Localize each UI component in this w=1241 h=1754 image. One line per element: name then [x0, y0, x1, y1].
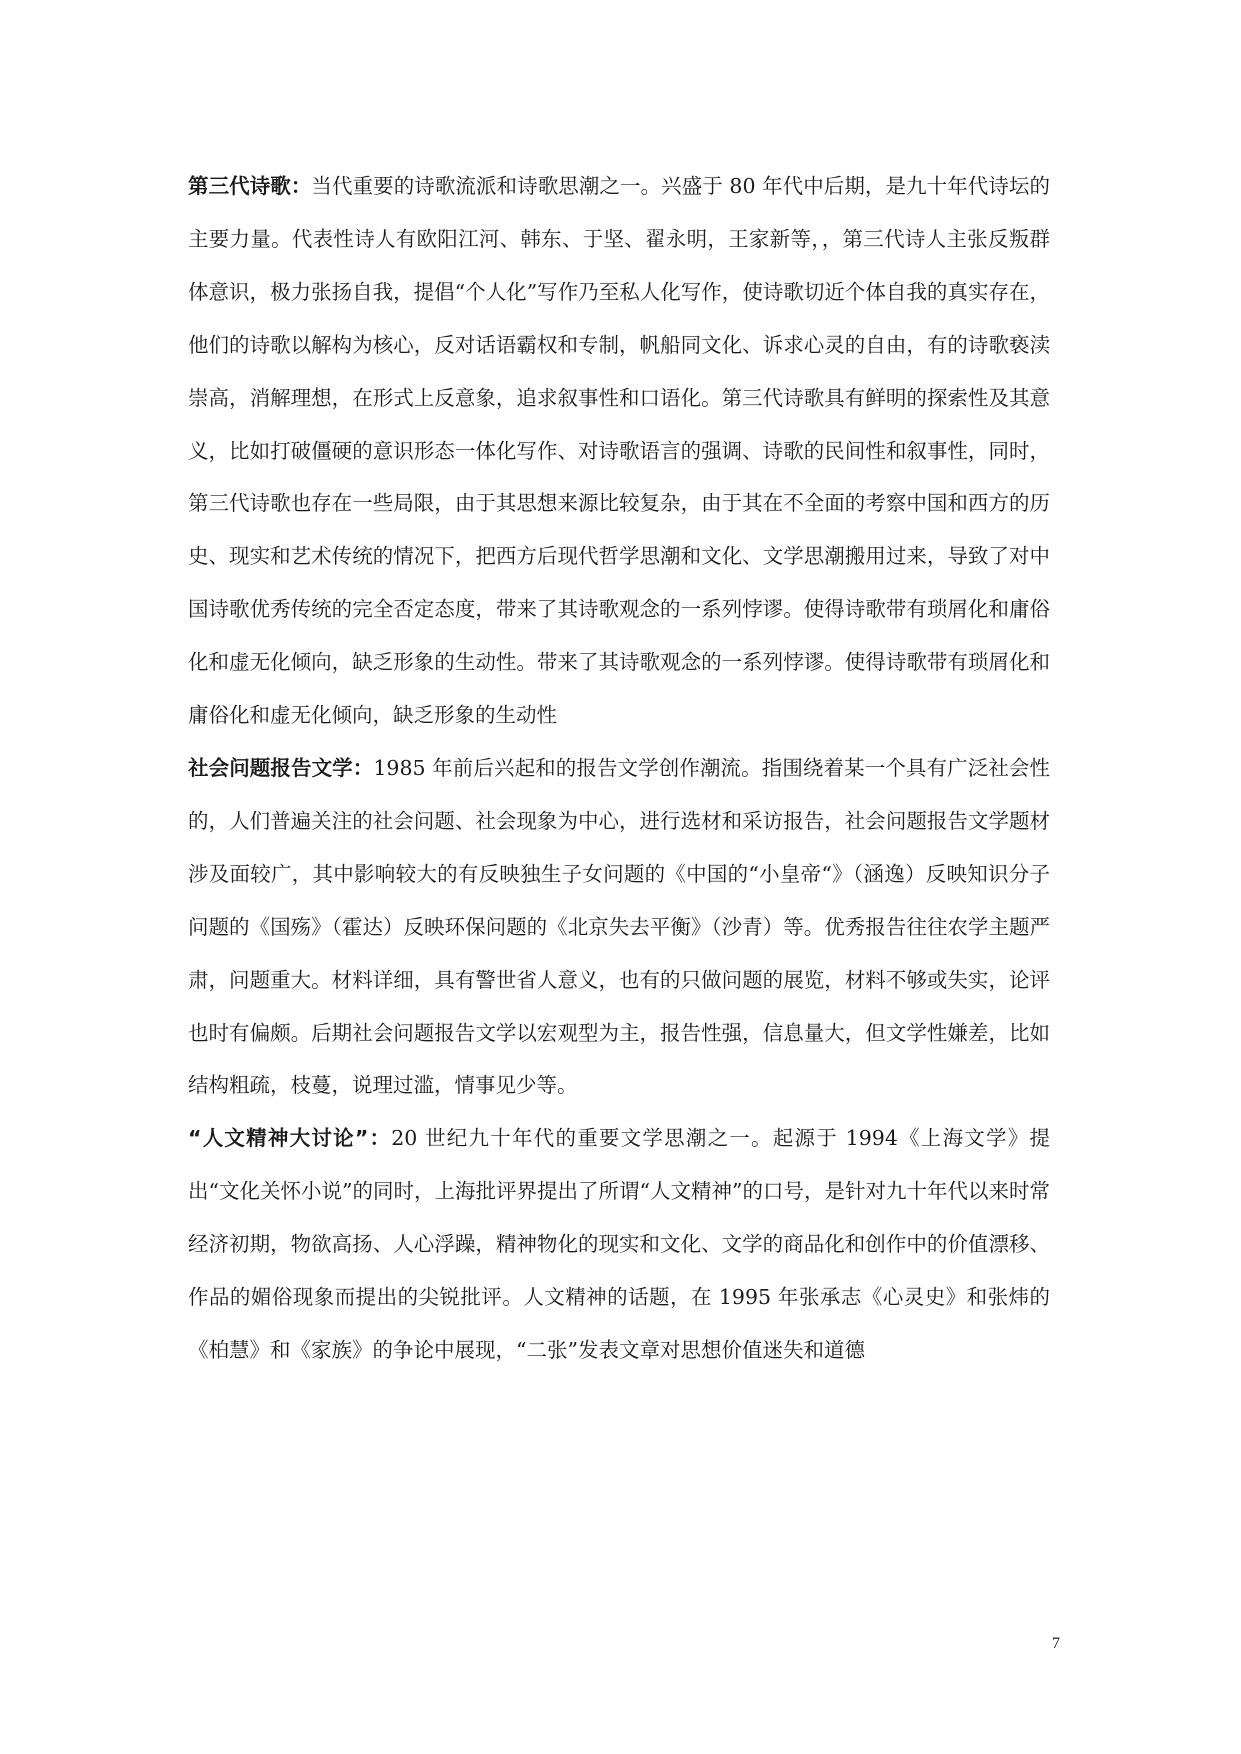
paragraph-third-generation-poetry	[188, 160, 1050, 742]
page-content	[188, 160, 1050, 1377]
paragraph-humanistic-spirit-debate	[188, 1112, 1050, 1377]
term-third-generation-poetry: 第三代诗歌：	[188, 174, 312, 198]
paragraph-social-issue-reportage	[188, 742, 1050, 1112]
definition-humanistic-spirit-debate: 20 世纪九十年代的重要文学思潮之一。起源于 1994《上海文学》提出“文化关怀小说”的同时，上海批评界提出了所谓“人文精神”的口号，是针对九十年代以来时常经济初期，物欲高扬、人心浮躁，精神物化的现实和文化、文学的商品化和创作中的价值漂移、作品的媚俗现象而提出的尖锐批评。人文精神的话题，在 1995 年张承志《心灵史》和张炜的《柏慧》和《家族》的争论中展现，“二张”发表文章对思想价值迷失和道德	[188, 1126, 1050, 1362]
page-number: 7	[1052, 1635, 1060, 1652]
term-social-issue-reportage: 社会问题报告文学：	[188, 755, 374, 780]
term-humanistic-spirit-debate: “人文精神大讨论”：	[188, 1126, 392, 1151]
definition-third-generation-poetry: 当代重要的诗歌流派和诗歌思潮之一。兴盛于 80 年代中后期，是九十年代诗坛的主要力量。代表性诗人有欧阳江河、韩东、于坚、翟永明，王家新等，，第三代诗人主张反叛群体意识，极力张扬自我，提倡“个人化”写作乃至私人化写作，使诗歌切近个体自我的真实存在，他们的诗歌以解构为核心，反对话语霸权和专制，帆船同文化、诉求心灵的自由，有的诗歌亵渎崇高，消解理想，在形式上反意象，追求叙事性和口语化。第三代诗歌具有鲜明的探索性及其意义，比如打破僵硬的意识形态一体化写作、对诗歌语言的强调、诗歌的民间性和叙事性，同时，第三代诗歌也存在一些局限，由于其思想来源比较复杂，由于其在不全面的考察中国和西方的历史、现实和艺术传统的情况下，把西方后现代哲学思潮和文化、文学思潮搬用过来，导致了对中国诗歌优秀传统的完全否定态度，带来了其诗歌观念的一系列悖谬。使得诗歌带有琐屑化和庸俗化和虚无化倾向，缺乏形象的生动性。带来了其诗歌观念的一系列悖谬。使得诗歌带有琐屑化和庸俗化和虚无化倾向，缺乏形象的生动性	[188, 174, 1050, 728]
definition-social-issue-reportage: 1985 年前后兴起和的报告文学创作潮流。指围绕着某一个具有广泛社会性的，人们普遍关注的社会问题、社会现象为中心，进行选材和采访报告，社会问题报告文学题材涉及面较广，其中影响较大的有反映独生子女问题的《中国的“小皇帝“》（涵逸）反映知识分子问题的《国殇》（霍达）反映环保问题的《北京失去平衡》（沙青）等。优秀报告往往农学主题严肃，问题重大。材料详细，具有警世省人意义，也有的只做问题的展览，材料不够或失实，论评也时有偏颇。后期社会问题报告文学以宏观型为主，报告性强，信息量大，但文学性嫌差，比如结构粗疏，枝蔓，说理过滥，情事见少等。	[188, 755, 1051, 1098]
